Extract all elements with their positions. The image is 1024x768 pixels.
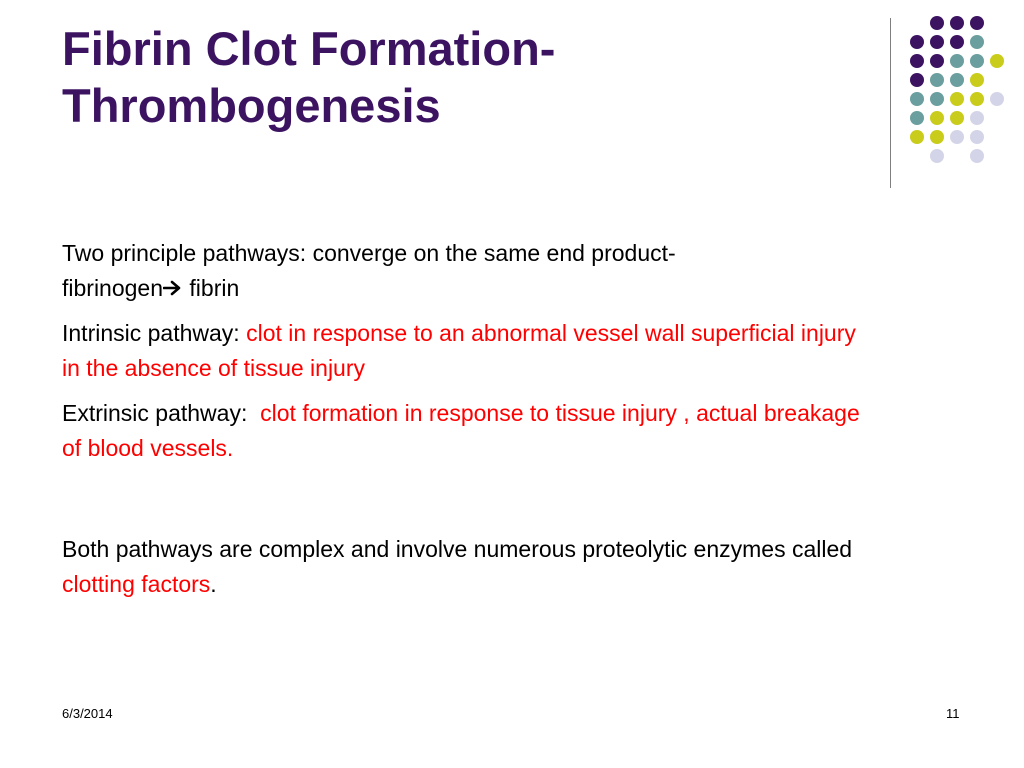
- decoration-dot: [930, 73, 944, 87]
- decoration-dot: [910, 130, 924, 144]
- decoration-dot: [970, 130, 984, 144]
- decoration-dot: [950, 130, 964, 144]
- decoration-dot: [950, 16, 964, 30]
- footer-page-number: 11: [946, 706, 960, 721]
- title-divider-line: [890, 18, 891, 188]
- decoration-dot: [930, 35, 944, 49]
- decoration-dot: [970, 35, 984, 49]
- decoration-dot: [910, 73, 924, 87]
- decoration-dot: [970, 149, 984, 163]
- paragraph-pathways-text: Two principle pathways: converge on the same end product-: [62, 240, 676, 266]
- right-arrow-icon: [163, 280, 183, 296]
- decoration-dot: [930, 54, 944, 68]
- decoration-dot: [950, 35, 964, 49]
- decoration-dot: [910, 92, 924, 106]
- decoration-dot: [950, 111, 964, 125]
- intrinsic-description: clot in response to an abnormal vessel wall superficial injury in the absence of tissue injury: [62, 320, 856, 381]
- extrinsic-description: clot formation in response to tissue injury , actual breakage of blood vessels.: [62, 400, 860, 461]
- intrinsic-label: Intrinsic pathway:: [62, 320, 247, 346]
- decoration-dot: [950, 54, 964, 68]
- fibrin-text: fibrin: [183, 275, 240, 301]
- clotting-intro-text: Both pathways are complex and involve numerous proteolytic enzymes called: [62, 536, 853, 562]
- decoration-dot: [930, 111, 944, 125]
- decoration-dot: [930, 16, 944, 30]
- clotting-factors-term: clotting factors: [62, 571, 211, 597]
- decoration-dot: [950, 92, 964, 106]
- paragraph-intrinsic: [62, 316, 862, 386]
- footer-date: 6/3/2014: [62, 706, 113, 721]
- decoration-dot: [970, 111, 984, 125]
- decoration-dot: [990, 54, 1004, 68]
- decoration-dot: [910, 54, 924, 68]
- paragraph-pathways: [62, 236, 862, 306]
- decoration-dot: [970, 54, 984, 68]
- clotting-period: .: [210, 571, 217, 597]
- decoration-dot: [950, 73, 964, 87]
- decoration-dot: [930, 92, 944, 106]
- fibrinogen-text: fibrinogen: [62, 275, 164, 301]
- paragraph-clotting-factors: [62, 532, 862, 602]
- decoration-dot: [990, 92, 1004, 106]
- title-line-1: Fibrin Clot Formation-: [62, 22, 556, 75]
- decoration-dot: [970, 73, 984, 87]
- decoration-dot: [930, 130, 944, 144]
- slide-title: [62, 20, 862, 134]
- decoration-dot: [930, 149, 944, 163]
- title-line-2: Thrombogenesis: [62, 79, 441, 132]
- decoration-dot: [910, 35, 924, 49]
- decoration-dot: [910, 111, 924, 125]
- decoration-dot: [970, 92, 984, 106]
- decoration-dot: [970, 16, 984, 30]
- extrinsic-label: Extrinsic pathway:: [62, 400, 261, 426]
- slide-body: [62, 236, 862, 602]
- paragraph-extrinsic: [62, 396, 862, 466]
